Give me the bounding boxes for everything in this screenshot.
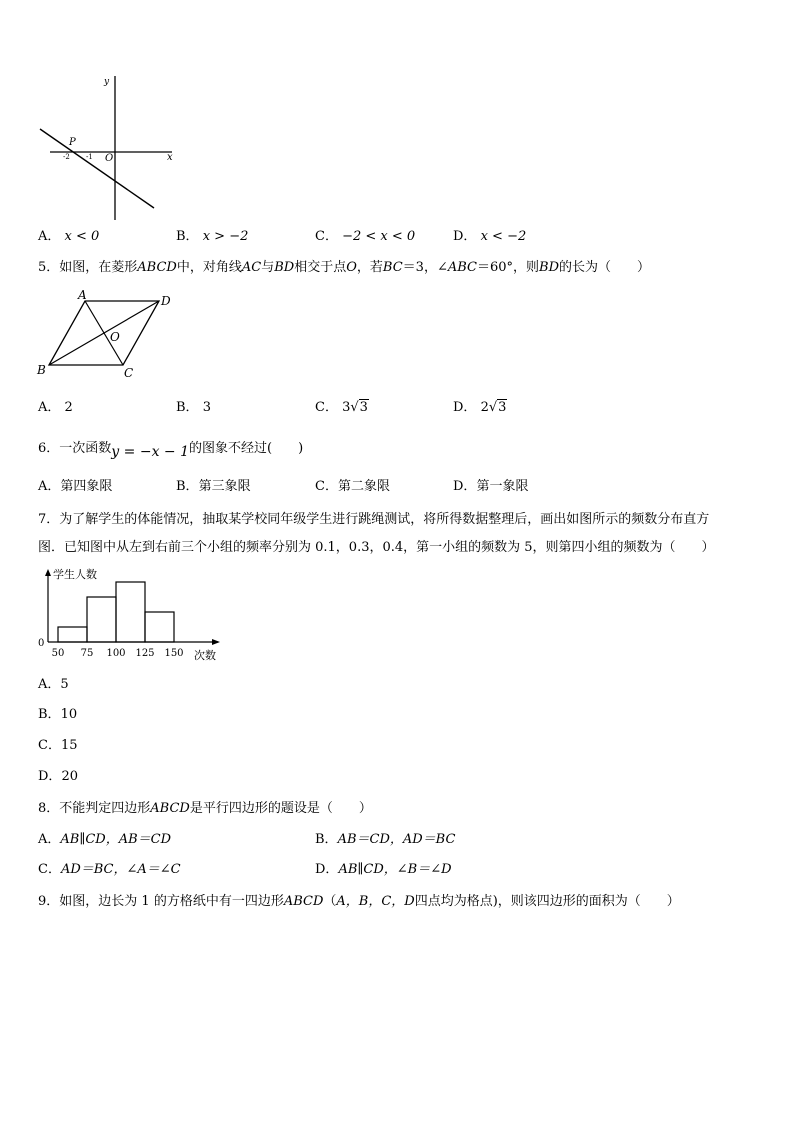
histogram-bar — [87, 597, 116, 642]
q4-option-a[interactable] — [38, 228, 99, 246]
vertex-a-label: A — [78, 288, 87, 302]
option-value: x < −2 — [480, 229, 527, 244]
x-tick-label: 100 — [106, 648, 126, 659]
q5-option-d[interactable]: D． 2√3 — [453, 400, 507, 415]
q6-formula: y = −x − 1 — [111, 444, 190, 460]
q7-option-c[interactable]: C．15 — [38, 738, 78, 753]
y-axis-arrow — [45, 569, 51, 576]
q8-option-d[interactable]: D．AB∥CD，∠B＝∠D — [315, 862, 452, 877]
option-label: B． — [176, 229, 199, 244]
origin-label: 0 — [38, 638, 45, 649]
q8-option-b[interactable]: B．AB＝CD，AD＝BC — [315, 832, 456, 847]
q5-stem: 5．如图，在菱形ABCD中，对角线AC与BD相交于点O，若BC＝3，∠ABC＝60°，则BD的长为（ ） — [38, 260, 651, 275]
option-value: −2 < x < 0 — [342, 229, 416, 244]
tick-neg1: -1 — [86, 153, 93, 161]
tick-neg2: -2 — [63, 153, 70, 161]
q9-stem: 9．如图，边长为 1 的方格纸中有一四边形ABCD（A，B，C，D四点均为格点)，则该四边形的面积为（ ） — [38, 894, 680, 909]
option-value: x < 0 — [64, 229, 100, 244]
histogram-bar — [58, 627, 87, 642]
point-p-label: P — [69, 137, 76, 148]
q4-option-d[interactable] — [453, 228, 526, 246]
q7-option-b[interactable]: B．10 — [38, 707, 78, 722]
q5-option-b[interactable]: B． 3 — [176, 400, 211, 415]
x-tick-label: 75 — [80, 648, 94, 659]
option-label: D． — [453, 229, 477, 244]
vertex-d-label: D — [161, 294, 171, 308]
q6-option-c[interactable]: C．第二象限 — [315, 479, 390, 494]
sqrt-symbol: √3 — [488, 400, 507, 415]
x-axis-arrow — [212, 639, 220, 645]
x-tick-label: 150 — [164, 648, 184, 659]
q7-histogram — [34, 568, 234, 668]
option-label: A． — [38, 229, 61, 244]
q4-option-b[interactable] — [176, 228, 248, 246]
y-axis-label: y — [104, 77, 110, 87]
option-value: x > −2 — [202, 229, 249, 244]
center-o-label: O — [110, 330, 120, 344]
origin-label: O — [105, 153, 114, 164]
x-axis-label: 次数 — [194, 649, 216, 662]
histogram-bar — [145, 612, 174, 642]
sqrt-symbol: √3 — [350, 400, 368, 415]
q6-option-a[interactable]: A．第四象限 — [38, 479, 113, 494]
q5-rhombus-figure — [34, 288, 184, 383]
graph-line — [40, 129, 154, 208]
x-axis-label: x — [167, 152, 173, 163]
q5-option-a[interactable]: A． 2 — [38, 400, 73, 415]
q4-option-c[interactable] — [315, 228, 415, 246]
q7-option-d[interactable]: D．20 — [38, 769, 78, 784]
q7-stem-line1: 7．为了解学生的体能情况，抽取某学校同年级学生进行跳绳测试，将所得数据整理后，画出如图所示的频数分布直方 — [38, 512, 710, 527]
q6-stem: 6．一次函数y = −x − 1的图象不经过( ) — [38, 441, 304, 460]
q7-stem-line2: 图．已知图中从左到右前三个小组的频率分别为 0.1，0.3，0.4，第一小组的频数为 5，则第四小组的频数为（ ） — [38, 540, 715, 555]
q4-figure — [36, 72, 186, 222]
diagonal-bd — [49, 301, 159, 365]
q6-option-d[interactable]: D．第一象限 — [453, 479, 529, 494]
q5-option-c[interactable]: C． 3√3 — [315, 400, 368, 415]
x-tick-label: 50 — [51, 648, 65, 659]
q6-option-b[interactable]: B．第三象限 — [176, 479, 251, 494]
histogram-bar — [116, 582, 145, 642]
q8-option-a[interactable]: A．AB∥CD，AB＝CD — [38, 832, 172, 847]
option-label: C． — [315, 229, 338, 244]
vertex-c-label: C — [124, 366, 134, 380]
q7-option-a[interactable]: A．5 — [38, 677, 69, 692]
q8-option-c[interactable]: C．AD＝BC，∠A＝∠C — [38, 862, 181, 877]
x-tick-label: 125 — [135, 648, 155, 659]
vertex-b-label: B — [37, 363, 46, 377]
q8-stem: 8．不能判定四边形ABCD是平行四边形的题设是（ ） — [38, 801, 372, 816]
y-axis-label: 学生人数 — [53, 568, 97, 581]
